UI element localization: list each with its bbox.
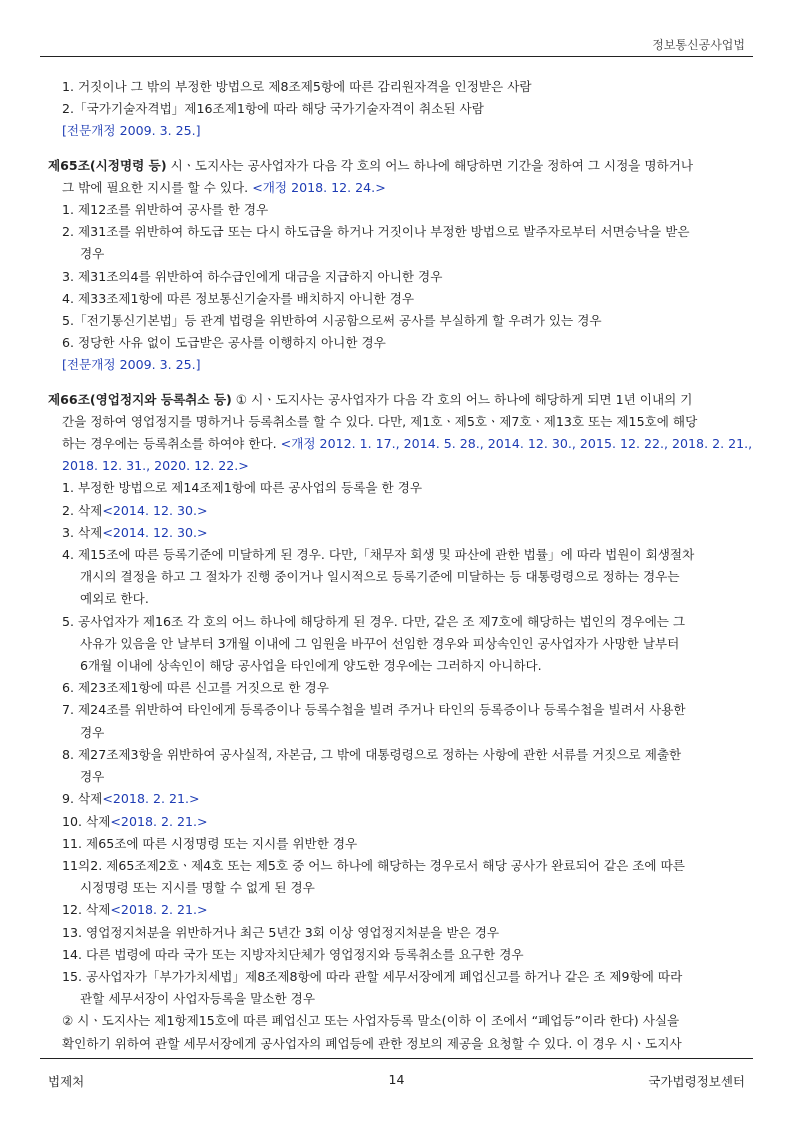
text-line — [48, 811, 754, 833]
text-line — [48, 655, 754, 677]
amendment-note: <개정 2012. 1. 17., 2014. 5. 28., 2014. 12. 30., 2015. 12. 22., 2018. 2. 21., — [280, 436, 753, 452]
text-line — [48, 199, 754, 221]
text-run: 예외로 한다. — [80, 591, 149, 607]
text-line — [48, 677, 754, 699]
text-line — [48, 477, 754, 499]
footer-publisher: 법제처 — [48, 1074, 85, 1089]
text-run: 4. 제15조에 따른 등록기준에 미달하게 된 경우. 다만,「채무자 회생 및 파산에 관한 법률」에 따라 법원이 회생절차 — [62, 547, 695, 563]
text-line — [48, 120, 754, 142]
article-heading: 제65조(시정명령 등) — [48, 157, 167, 173]
text-run: 경우 — [80, 724, 105, 740]
paragraph-spacer — [48, 143, 754, 155]
text-run: ① 시ㆍ도지사는 공사업자가 다음 각 호의 어느 하나에 해당하게 되면 1년 이내의 기 — [231, 391, 693, 407]
text-run: 1. 거짓이나 그 밖의 부정한 방법으로 제8조제5항에 따른 감리원자격을 인정받은 사람 — [62, 79, 532, 94]
text-line — [48, 744, 754, 766]
text-line — [48, 155, 754, 177]
text-run: 1. 부정한 방법으로 제14조제1항에 따른 공사업의 등록을 한 경우 — [62, 480, 423, 496]
document-header-title: 정보통신공사업법 — [652, 38, 745, 52]
text-line — [48, 243, 754, 265]
text-line — [48, 988, 754, 1010]
amendment-note: [전문개정 2009. 3. 25.] — [62, 123, 201, 139]
text-run: 시정명령 또는 지시를 명할 수 없게 된 경우 — [80, 880, 315, 896]
text-line — [48, 699, 754, 721]
text-line — [48, 611, 754, 633]
text-run: 경우 — [80, 246, 105, 262]
text-run: 2. 제31조를 위반하여 하도급 또는 다시 하도급을 하거나 거짓이나 부정한 방법으로 발주자로부터 서면승낙을 받은 — [62, 224, 690, 240]
text-run: 8. 제27조제3항을 위반하여 공사실적, 자본금, 그 밖에 대통령령으로 정하는 사항에 관한 서류를 거짓으로 제출한 — [62, 746, 682, 762]
text-run: 2.「국가기술자격법」제16조제1항에 따라 해당 국가기술자격이 취소된 사람 — [62, 101, 484, 117]
text-run: ② 시ㆍ도지사는 제1항제15호에 따른 폐업신고 또는 사업자등록 말소(이하 이 조에서 “폐업등”이라 한다) 사실을 — [62, 1013, 680, 1029]
footer-divider — [40, 1058, 753, 1059]
text-run: 그 밖에 필요한 지시를 할 수 있다. — [62, 179, 253, 195]
text-line — [48, 288, 754, 310]
text-line — [48, 855, 754, 877]
text-line — [48, 877, 754, 899]
text-line — [48, 433, 754, 455]
text-run: 5.「전기통신기본법」등 관계 법령을 위반하여 시공함으로써 공사를 부실하게 할 우려가 있는 경우 — [62, 313, 602, 329]
footer-source: 국가법령정보센터 — [648, 1074, 745, 1089]
amendment-note: [전문개정 2009. 3. 25.] — [62, 357, 201, 373]
text-run: 개시의 결정을 하고 그 절차가 진행 중이거나 일시적으로 등록기준에 미달하는 등 대통령령으로 정하는 경우는 — [80, 569, 680, 585]
text-line — [48, 966, 754, 988]
text-line — [48, 788, 754, 810]
text-line — [48, 332, 754, 354]
text-run: 4. 제33조제1항에 따른 정보통신기술자를 배치하지 아니한 경우 — [62, 290, 415, 306]
text-line — [48, 76, 754, 98]
text-run: 간을 정하여 영업정지를 명하거나 등록취소를 할 수 있다. 다만, 제1호ㆍ제5호ㆍ제7호ㆍ제13호 또는 제15호에 해당 — [62, 413, 698, 429]
text-run: 11의2. 제65조제2호ㆍ제4호 또는 제5호 중 어느 하나에 해당하는 경우로서 해당 공사가 완료되어 같은 조에 따른 — [62, 857, 685, 873]
text-line — [48, 354, 754, 376]
text-run: 12. 삭제 — [62, 902, 111, 918]
amendment-note: <2018. 2. 21.> — [110, 902, 208, 918]
text-line — [48, 1033, 754, 1055]
text-run: 시ㆍ도지사는 공사업자가 다음 각 호의 어느 하나에 해당하면 기간을 정하여 그 시정을 명하거나 — [166, 157, 694, 173]
amendment-note: <개정 2018. 12. 24.> — [252, 179, 386, 195]
text-line — [48, 633, 754, 655]
text-run: 2. 삭제 — [62, 502, 103, 518]
text-line — [48, 522, 754, 544]
text-line — [48, 766, 754, 788]
amendment-note: <2018. 2. 21.> — [102, 791, 200, 807]
header-divider — [40, 56, 753, 57]
text-run: 3. 제31조의4를 위반하여 하수급인에게 대금을 지급하지 아니한 경우 — [62, 268, 443, 284]
text-line — [48, 833, 754, 855]
page-number: 14 — [388, 1072, 405, 1087]
text-run: 13. 영업정지처분을 위반하거나 최근 5년간 3회 이상 영업정지처분을 받은 경우 — [62, 924, 500, 940]
text-line — [48, 588, 754, 610]
text-run: 15. 공사업자가「부가가치세법」제8조제8항에 따라 관할 세무서장에게 폐업신고를 하거나 같은 조 제9항에 따라 — [62, 968, 683, 984]
text-run: 9. 삭제 — [62, 791, 103, 807]
text-run: 5. 공사업자가 제16조 각 호의 어느 하나에 해당하게 된 경우. 다만, 같은 조 제7호에 해당하는 법인의 경우에는 그 — [62, 613, 686, 629]
text-line — [48, 500, 754, 522]
text-line — [48, 566, 754, 588]
text-run: 관할 세무서장이 사업자등록을 말소한 경우 — [80, 991, 315, 1007]
amendment-note: <2018. 2. 21.> — [110, 813, 208, 829]
text-run: 1. 제12조를 위반하여 공사를 한 경우 — [62, 202, 269, 218]
text-run: 10. 삭제 — [62, 813, 111, 829]
text-line — [48, 899, 754, 921]
text-line — [48, 922, 754, 944]
text-run: 11. 제65조에 따른 시정명령 또는 지시를 위반한 경우 — [62, 835, 358, 851]
text-line — [48, 266, 754, 288]
document-body — [48, 76, 754, 1055]
text-run: 14. 다른 법령에 따라 국가 또는 지방자치단체가 영업정지와 등록취소를 요구한 경우 — [62, 946, 524, 962]
text-run: 7. 제24조를 위반하여 타인에게 등록증이나 등록수첩을 빌려 주거나 타인의 등록증이나 등록수첩을 빌려서 사용한 — [62, 702, 686, 718]
text-line — [48, 1010, 754, 1032]
text-line — [48, 221, 754, 243]
amendment-note: <2014. 12. 30.> — [102, 502, 208, 518]
text-run: 3. 삭제 — [62, 524, 103, 540]
text-line — [48, 389, 754, 411]
text-line — [48, 722, 754, 744]
text-line — [48, 310, 754, 332]
text-run: 사유가 있음을 안 날부터 3개월 이내에 그 임원을 바꾸어 선임한 경우와 피상속인인 공사업자가 사망한 날부터 — [80, 635, 680, 651]
text-line — [48, 455, 754, 477]
text-line — [48, 98, 754, 120]
text-run: 6. 정당한 사유 없이 도급받은 공사를 이행하지 아니한 경우 — [62, 335, 386, 351]
text-line — [48, 177, 754, 199]
amendment-note: 2018. 12. 31., 2020. 12. 22.> — [62, 458, 249, 474]
text-run: 경우 — [80, 769, 105, 785]
text-run: 6개월 이내에 상속인이 해당 공사업을 타인에게 양도한 경우에는 그러하지 아니하다. — [80, 658, 542, 674]
article-heading: 제66조(영업정지와 등록취소 등) — [48, 391, 232, 407]
text-run: 6. 제23조제1항에 따른 신고를 거짓으로 한 경우 — [62, 680, 329, 696]
amendment-note: <2014. 12. 30.> — [102, 524, 208, 540]
text-run: 확인하기 위하여 관할 세무서장에게 공사업자의 폐업등에 관한 정보의 제공을 요청할 수 있다. 이 경우 시ㆍ도지사 — [62, 1035, 682, 1051]
paragraph-spacer — [48, 377, 754, 389]
text-run: 하는 경우에는 등록취소를 하여야 한다. — [62, 436, 281, 452]
text-line — [48, 411, 754, 433]
text-line — [48, 544, 754, 566]
text-line — [48, 944, 754, 966]
